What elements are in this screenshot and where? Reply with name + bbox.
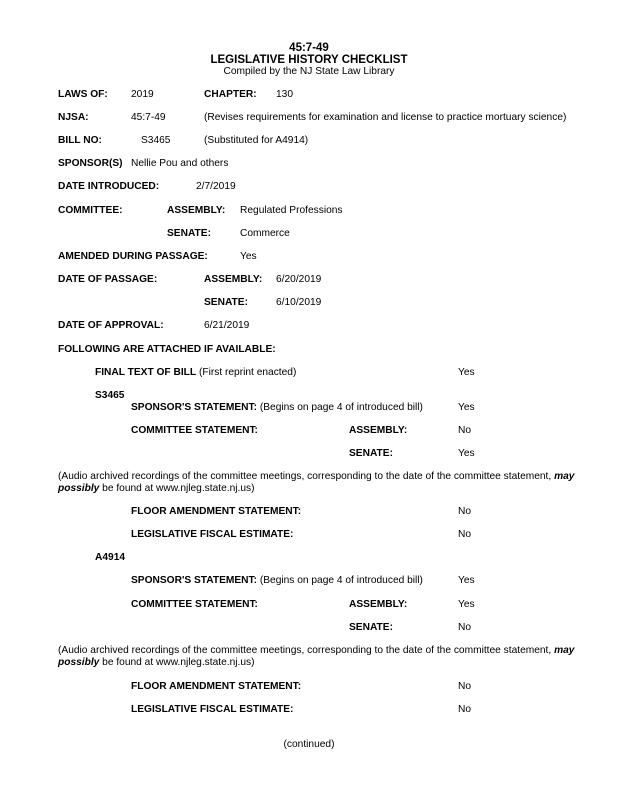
amended-label: AMENDED DURING PASSAGE: — [58, 251, 208, 262]
s3465-floor-value: No — [458, 506, 472, 517]
passage-senate-label: SENATE: — [204, 297, 248, 308]
s3465-audio-pre: (Audio archived recordings of the committee meetings, corresponding to the date of the committee statement, — [58, 471, 555, 482]
s3465-fiscal-value: No — [458, 529, 472, 540]
date-introduced-label: DATE INTRODUCED: — [58, 181, 160, 192]
a4914-audio-post: be found at www.njleg.state.nj.us) — [102, 657, 255, 668]
committee-assembly-value: Regulated Professions — [240, 205, 343, 216]
final-text-label: FINAL TEXT OF BILL — [95, 367, 197, 378]
njsa-value: 45:7-49 — [131, 112, 166, 123]
committee-senate-label: SENATE: — [167, 228, 211, 239]
a4914-senate-value: No — [458, 622, 472, 633]
a4914-floor-label: FLOOR AMENDMENT STATEMENT: — [131, 681, 302, 692]
a4914-committee-label: COMMITTEE STATEMENT: — [131, 599, 258, 610]
s3465-audio-note — [58, 471, 603, 495]
a4914-floor-value: No — [458, 681, 472, 692]
chapter-value: 130 — [276, 89, 293, 100]
date-of-approval-value: 6/21/2019 — [204, 320, 250, 331]
date-of-passage-label: DATE OF PASSAGE: — [58, 274, 158, 285]
committee-senate-value: Commerce — [240, 228, 290, 239]
s3465-senate-label: SENATE: — [349, 448, 393, 459]
s3465-heading: S3465 — [95, 390, 125, 401]
final-text-note: (First reprint enacted) — [198, 367, 297, 378]
s3465-fiscal-label: LEGISLATIVE FISCAL ESTIMATE: — [131, 529, 294, 540]
page-title: 45:7-49 — [289, 42, 329, 54]
a4914-sponsor-label: SPONSOR'S STATEMENT: — [131, 575, 257, 586]
passage-senate-value: 6/10/2019 — [276, 297, 322, 308]
a4914-assembly-value: Yes — [458, 599, 475, 610]
a4914-audio-pre: (Audio archived recordings of the committee meetings, corresponding to the date of the committee statement, — [58, 645, 555, 656]
bill-no-note: (Substituted for A4914) — [204, 135, 309, 146]
final-text-row — [95, 367, 296, 379]
s3465-assembly-label: ASSEMBLY: — [349, 425, 408, 436]
s3465-committee-label: COMMITTEE STATEMENT: — [131, 425, 258, 436]
a4914-audio-note — [58, 645, 603, 669]
s3465-sponsor-label: SPONSOR'S STATEMENT: — [131, 402, 257, 413]
a4914-fiscal-value: No — [458, 704, 472, 715]
s3465-sponsor-row — [131, 402, 423, 414]
s3465-audio-em: may possibly — [58, 471, 575, 494]
njsa-description: (Revises requirements for examination and license to practice mortuary science) — [204, 112, 567, 123]
a4914-sponsor-value: Yes — [458, 575, 475, 586]
s3465-floor-label: FLOOR AMENDMENT STATEMENT: — [131, 506, 302, 517]
amended-value: Yes — [240, 251, 257, 262]
bill-no-label: BILL NO: — [58, 135, 102, 146]
a4914-audio-em: may possibly — [58, 645, 575, 668]
njsa-label: NJSA: — [58, 112, 89, 123]
a4914-senate-label: SENATE: — [349, 622, 393, 633]
laws-of-value: 2019 — [131, 89, 154, 100]
a4914-heading: A4914 — [95, 552, 126, 563]
continued-footer: (continued) — [283, 739, 335, 750]
s3465-sponsor-note: (Begins on page 4 of introduced bill) — [259, 402, 423, 413]
attached-heading: FOLLOWING ARE ATTACHED IF AVAILABLE: — [58, 344, 276, 355]
committee-assembly-label: ASSEMBLY: — [167, 205, 226, 216]
a4914-assembly-label: ASSEMBLY: — [349, 599, 408, 610]
compiled-by: Compiled by the NJ State Law Library — [223, 66, 395, 77]
passage-assembly-label: ASSEMBLY: — [204, 274, 263, 285]
s3465-audio-post: be found at www.njleg.state.nj.us) — [102, 483, 255, 494]
s3465-assembly-value: No — [458, 425, 472, 436]
committee-label: COMMITTEE: — [58, 205, 123, 216]
date-introduced-value: 2/7/2019 — [196, 181, 236, 192]
s3465-sponsor-value: Yes — [458, 402, 475, 413]
date-of-approval-label: DATE OF APPROVAL: — [58, 320, 164, 331]
passage-assembly-value: 6/20/2019 — [276, 274, 322, 285]
final-text-value: Yes — [458, 367, 475, 378]
sponsors-label: SPONSOR(S) — [58, 158, 123, 169]
chapter-label: CHAPTER: — [204, 89, 257, 100]
sponsors-value: Nellie Pou and others — [131, 158, 229, 169]
a4914-sponsor-row — [131, 575, 423, 587]
bill-no-value: S3465 — [141, 135, 171, 146]
page-subtitle: LEGISLATIVE HISTORY CHECKLIST — [210, 54, 408, 66]
a4914-sponsor-note: (Begins on page 4 of introduced bill) — [259, 575, 423, 586]
s3465-senate-value: Yes — [458, 448, 475, 459]
laws-of-label: LAWS OF: — [58, 89, 108, 100]
a4914-fiscal-label: LEGISLATIVE FISCAL ESTIMATE: — [131, 704, 294, 715]
